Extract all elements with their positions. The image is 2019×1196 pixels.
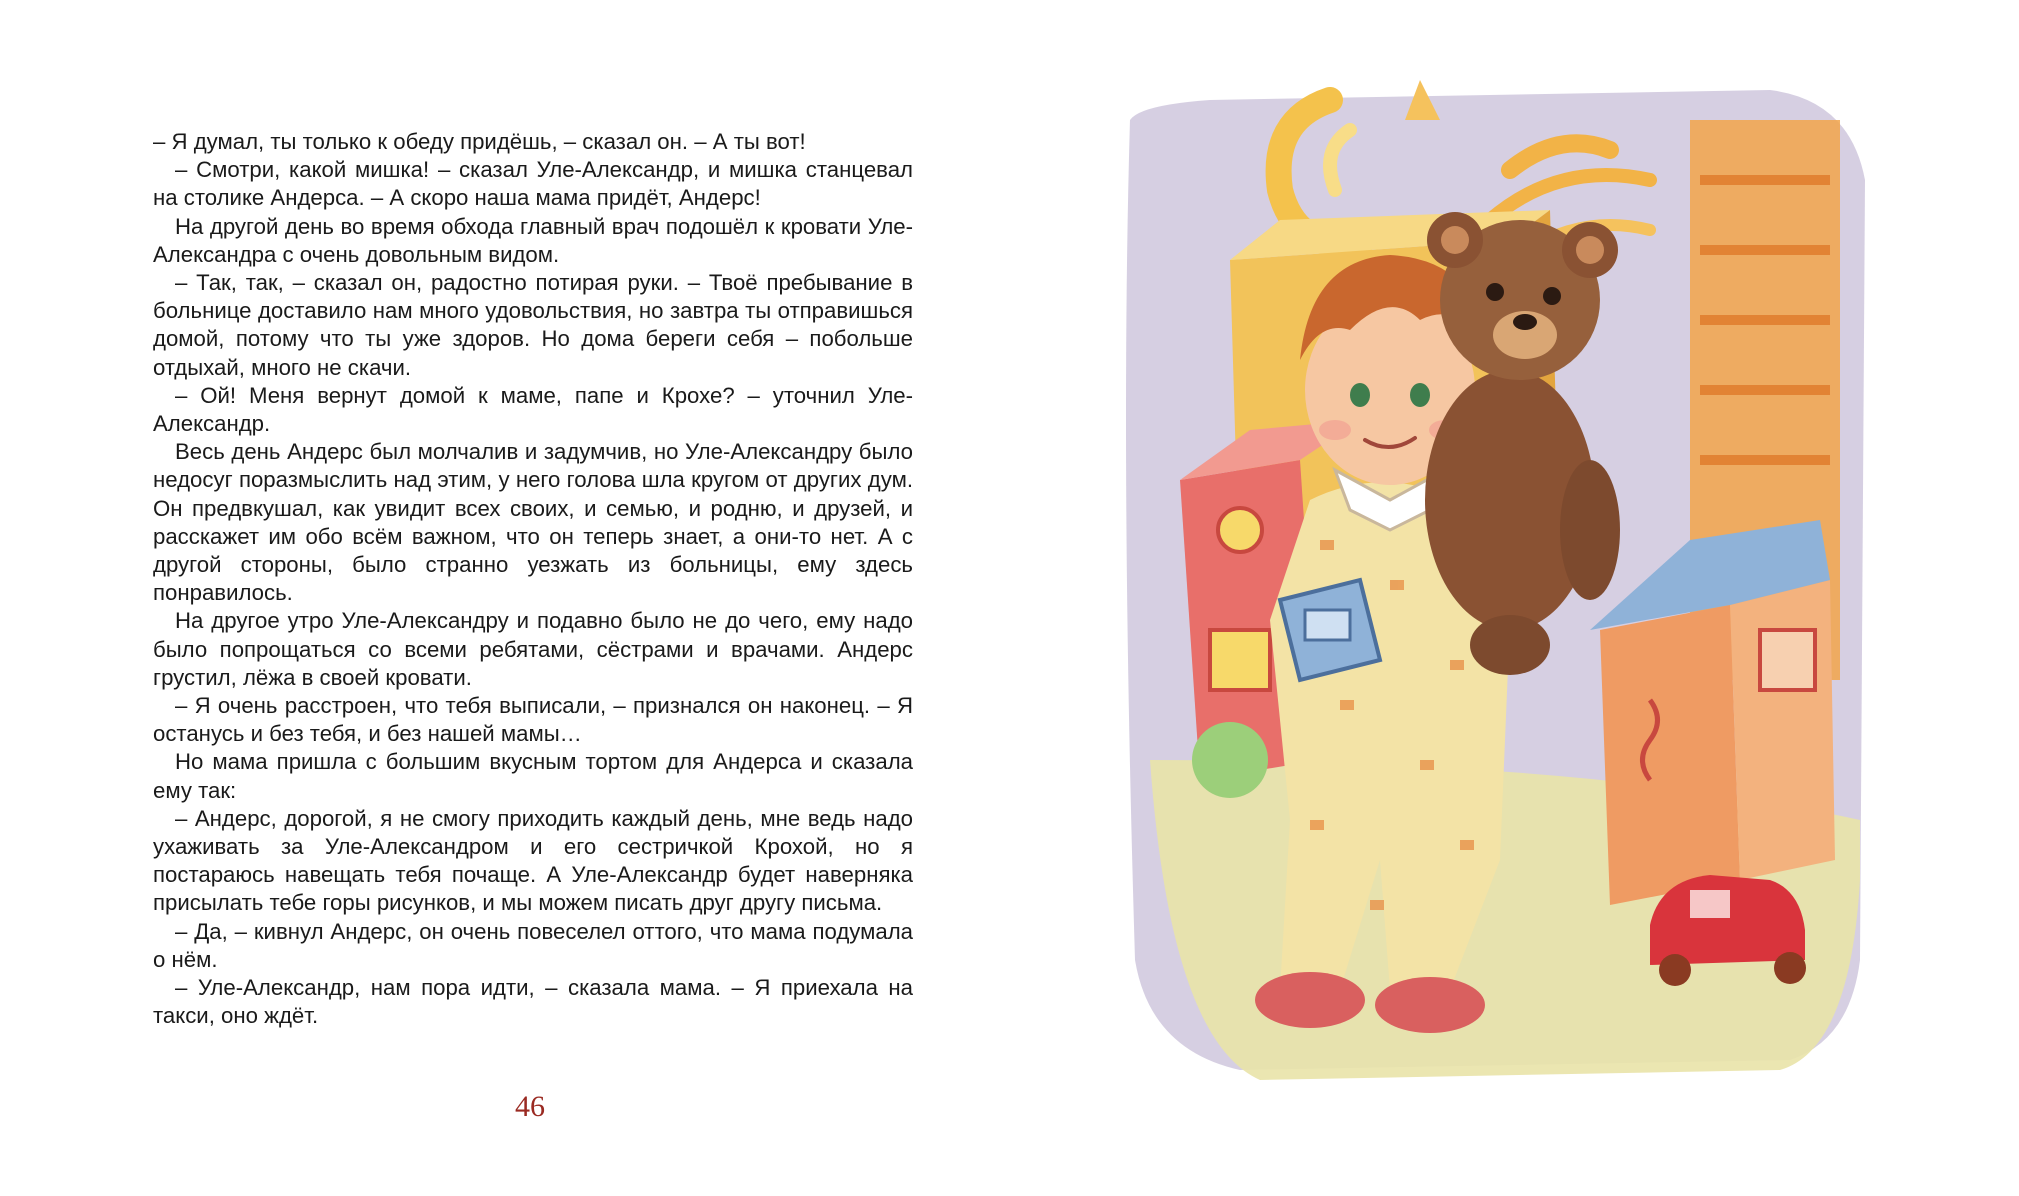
paragraph: – Так, так, – сказал он, радостно потирая руки. – Твоё пребывание в больнице доставило нам много удовольствия, но завтра ты отправишься домой, потому что ты уже здоров. Но дома береги себя – побольше отдыхай, много не скачи. xyxy=(153,270,913,380)
story-text xyxy=(153,128,913,1031)
paragraph: – Смотри, какой мишка! – сказал Уле-Александр, и мишка станцевал на столике Андерса. – А скоро наша мама придёт, Андерс! xyxy=(153,157,913,211)
paragraph: Но мама пришла с большим вкусным тортом для Андерса и сказала ему так: xyxy=(153,749,913,803)
paragraph: – Я думал, ты только к обеду придёшь, – сказал он. – А ты вот! xyxy=(153,129,806,154)
page-number: 46 xyxy=(515,1090,545,1123)
paragraph: – Я очень расстроен, что тебя выписали, – признался он наконец. – Я останусь и без тебя, и без нашей мамы… xyxy=(153,693,913,747)
paragraph: – Да, – кивнул Андерс, он очень повеселел оттого, что мама подумала о нём. xyxy=(153,918,913,972)
ball xyxy=(1192,722,1268,798)
paragraph: – Ой! Меня вернут домой к маме, папе и Крохе? – уточнил Уле-Александр. xyxy=(153,382,913,437)
illustration xyxy=(1090,60,1910,1110)
toy-car-icon xyxy=(1280,580,1380,680)
paragraph: На другое утро Уле-Александру и подавно было не до чего, ему надо было попрощаться со всеми ребятами, сёстрами и врачами. Андерс грустил, лёжа в своей кровати. xyxy=(153,608,913,690)
paragraph: На другой день во время обхода главный врач подошёл к кровати Уле-Александра с очень довольным видом. xyxy=(153,213,913,267)
illustration-svg xyxy=(1090,60,1910,1110)
paragraph: Весь день Андерс был молчалив и задумчив, но Уле-Александру было недосуг поразмыслить над этим, у него голова шла кругом от других дум. Он предвкушал, как увидит всех своих, и семью, и родню, и друзей, и расскажет им обо всём важном, что он теперь знает, а они-то нет. А с другой стороны, было странно уезжать из больницы, ему здесь понравилось. xyxy=(153,439,913,606)
paragraph: – Андерс, дорогой, я не смогу приходить каждый день, мне ведь надо ухаживать за Уле-Александром и его сестричкой Крохой, но я постараюсь навещать тебя почаще. А Уле-Александр будет наверняка присылать тебе горы рисунков, и мы можем писать друг другу письма. xyxy=(153,805,913,916)
paragraph: – Уле-Александр, нам пора идти, – сказала мама. – Я приехала на такси, оно ждёт. xyxy=(153,975,913,1029)
